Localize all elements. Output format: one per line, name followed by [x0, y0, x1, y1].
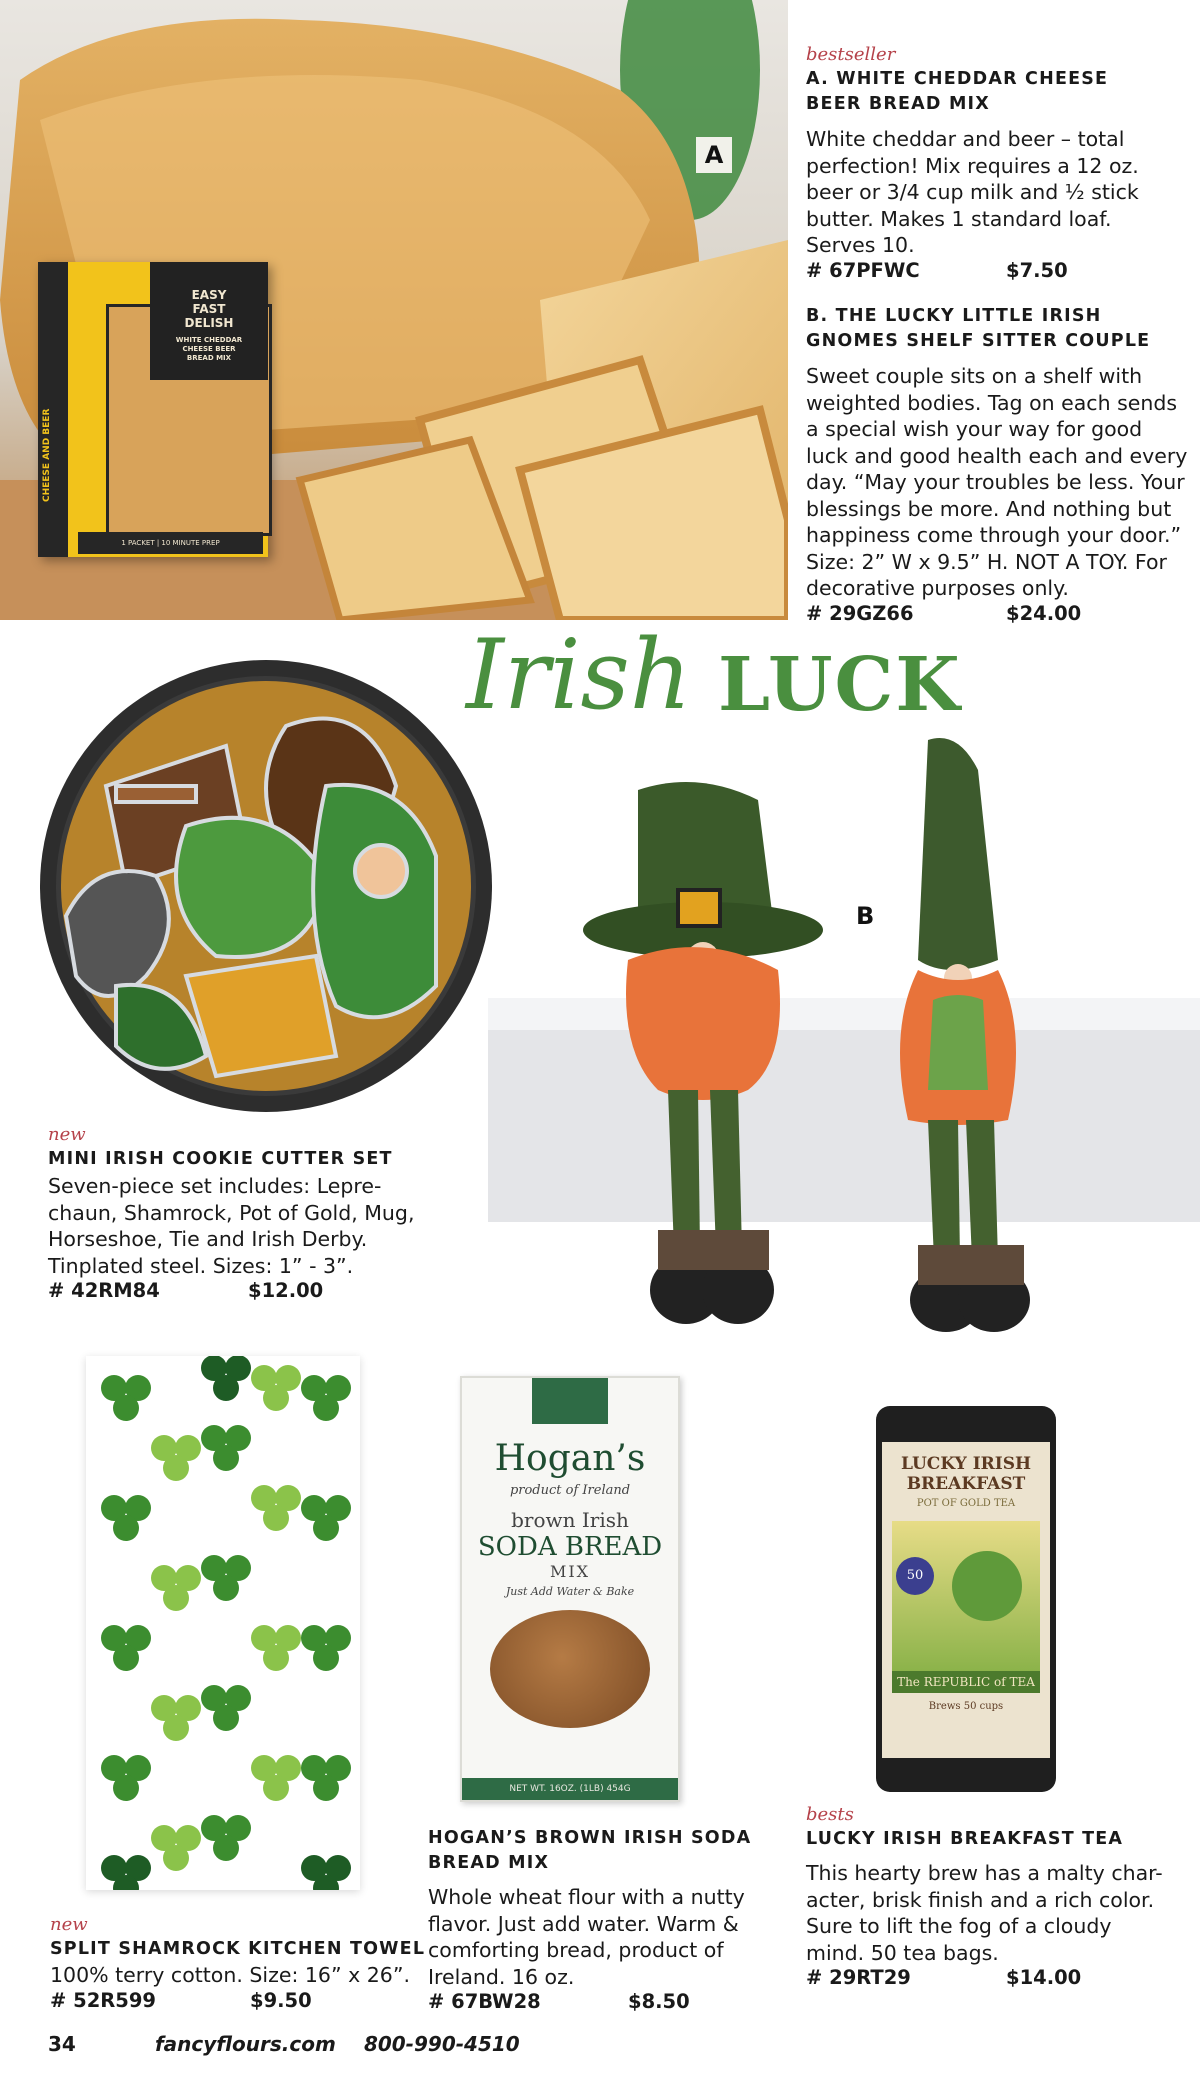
footer-phone[interactable]: 800-990-4510 — [363, 2032, 520, 2056]
product-a-name: A. WHITE CHEDDAR CHEESE BEER BREAD MIX — [806, 69, 1109, 114]
product-cutters-description: Seven-piece set includes: Lepre- chaun, Shamrock, Pot of Gold, Mug, Horseshoe, Tie and Irish Derby. Tinplated steel. Sizes: 1” - 3”. — [48, 1174, 415, 1278]
product-cutters-info — [48, 1124, 448, 1305]
box-origin: product of Ireland — [509, 1483, 631, 1498]
product-b-description: Sweet couple sits on a shelf with weighted bodies. Tag on each sends a special wish your way for good luck and good health each and every day. “May your troubles be less. Your blessings be more. And nothing but happiness come through your door.” Size: 2” W x 9.5” H. NOT A TOY. For decorative purposes only. — [806, 364, 1188, 600]
bestseller-tag: bestseller — [806, 44, 896, 65]
new-tag-towel: new — [50, 1914, 88, 1935]
product-cutters-name: MINI IRISH COOKIE CUTTER SET — [48, 1149, 393, 1169]
box-label: EASY FAST DELISH WHITE CHEDDAR CHEESE BEER BREAD MIX — [150, 262, 268, 380]
product-a-info — [806, 44, 1186, 285]
product-tea-name: LUCKY IRISH BREAKFAST TEA — [806, 1829, 1124, 1849]
product-a-price: $7.50 — [1006, 258, 1068, 282]
soda-bread-loaf — [490, 1610, 650, 1728]
product-b-price: $24.00 — [1006, 601, 1082, 625]
tin-shamrock-art — [892, 1521, 1040, 1671]
box-brand: Hogan’s — [494, 1438, 646, 1479]
product-tea-price: $14.00 — [1006, 1966, 1082, 1989]
beer-bread-photo — [0, 0, 788, 620]
tin-brand: The REPUBLIC of TEA — [892, 1671, 1040, 1693]
tea-tin-photo — [876, 1406, 1056, 1792]
tin-line3: POT OF GOLD TEA — [916, 1498, 1016, 1509]
gnomes-illustration — [488, 730, 1200, 1360]
product-soda-name: HOGAN’S BROWN IRISH SODA BREAD MIX — [428, 1828, 752, 1873]
product-cutters-price: $12.00 — [248, 1279, 324, 1302]
page-number: 34 — [48, 2032, 76, 2056]
box-net-weight: NET WT. 16OZ. (1LB) 454G — [462, 1778, 678, 1800]
bread-mix-box — [38, 262, 268, 557]
product-towel-name: SPLIT SHAMROCK KITCHEN TOWEL — [50, 1939, 426, 1959]
new-tag: new — [48, 1124, 86, 1145]
product-towel-info — [50, 1914, 450, 2015]
product-tea-sku-price — [806, 1966, 1196, 1992]
tin-brews: Brews 50 cups — [928, 1701, 1004, 1712]
photo-label-b: B — [856, 902, 875, 930]
bests-tag: bests — [806, 1804, 854, 1825]
headline-script-word: Irish — [466, 619, 692, 731]
product-a-sku-price — [806, 259, 1186, 285]
page-footer — [48, 2032, 520, 2056]
product-soda-sku-price — [428, 1990, 788, 2016]
box-line1: brown Irish — [511, 1508, 629, 1532]
box-bottom-strip: 1 PACKET | 10 MINUTE PREP — [78, 532, 263, 554]
gnomes-photo — [488, 730, 1200, 1360]
product-tea-sku: # 29RT29 — [806, 1966, 911, 1989]
product-b-info — [806, 304, 1196, 628]
product-a-sku: # 67PFWC — [806, 258, 920, 282]
footer-website[interactable]: fancyflours.com — [154, 2032, 336, 2056]
product-cutters-sku: # 42RM84 — [48, 1279, 160, 1302]
product-soda-price: $8.50 — [628, 1990, 690, 2013]
box-line2: SODA BREAD — [477, 1532, 663, 1562]
shamrock-pattern — [86, 1356, 360, 1890]
box-side-text: CHEESE AND BEER — [42, 408, 52, 502]
headline-bold-word: LUCK — [718, 642, 962, 728]
product-b-sku: # 29GZ66 — [806, 601, 914, 625]
product-towel-sku: # 52R599 — [50, 1988, 156, 2012]
product-a-description: White cheddar and beer – total perfection! Mix requires a 12 oz. beer or 3/4 cup milk and ½ stick butter. Makes 1 standard loaf. Serves 10. — [806, 127, 1139, 257]
product-towel-description: 100% terry cotton. Size: 16” x 26”. — [50, 1963, 410, 1987]
product-soda-sku: # 67BW28 — [428, 1990, 541, 2013]
photo-label-a: A — [696, 137, 732, 173]
box-line4: Just Add Water & Bake — [505, 1585, 635, 1598]
product-towel-price: $9.50 — [250, 1988, 312, 2012]
cookie-cutter-illustration — [36, 656, 496, 1116]
product-tea-description: This hearty brew has a malty char- acter, brisk finish and a rich color. Sure to lift the fog of a cloudy mind. 50 tea bags. — [806, 1861, 1163, 1965]
shamrock-towel-photo — [86, 1356, 360, 1890]
section-headline — [466, 620, 986, 730]
tea-label — [882, 1442, 1050, 1758]
product-tea-info — [806, 1804, 1196, 1992]
product-b-name: B. THE LUCKY LITTLE IRISH GNOMES SHELF SITTER COUPLE — [806, 306, 1151, 351]
tin-line2: BREAKFAST — [906, 1474, 1026, 1494]
product-cutters-sku-price — [48, 1279, 448, 1305]
tin-badge: 50 — [896, 1557, 934, 1595]
cookie-cutter-tin-photo — [36, 656, 496, 1116]
product-soda-description: Whole wheat flour with a nutty flavor. Just add water. Warm & comforting bread, product of Ireland. 16 oz. — [428, 1885, 745, 1989]
tin-line1: LUCKY IRISH — [900, 1454, 1032, 1474]
product-soda-info — [428, 1826, 788, 2016]
product-towel-sku-price — [50, 1989, 450, 2015]
box-line3: MIX — [549, 1562, 591, 1581]
soda-bread-box-photo — [460, 1376, 680, 1802]
